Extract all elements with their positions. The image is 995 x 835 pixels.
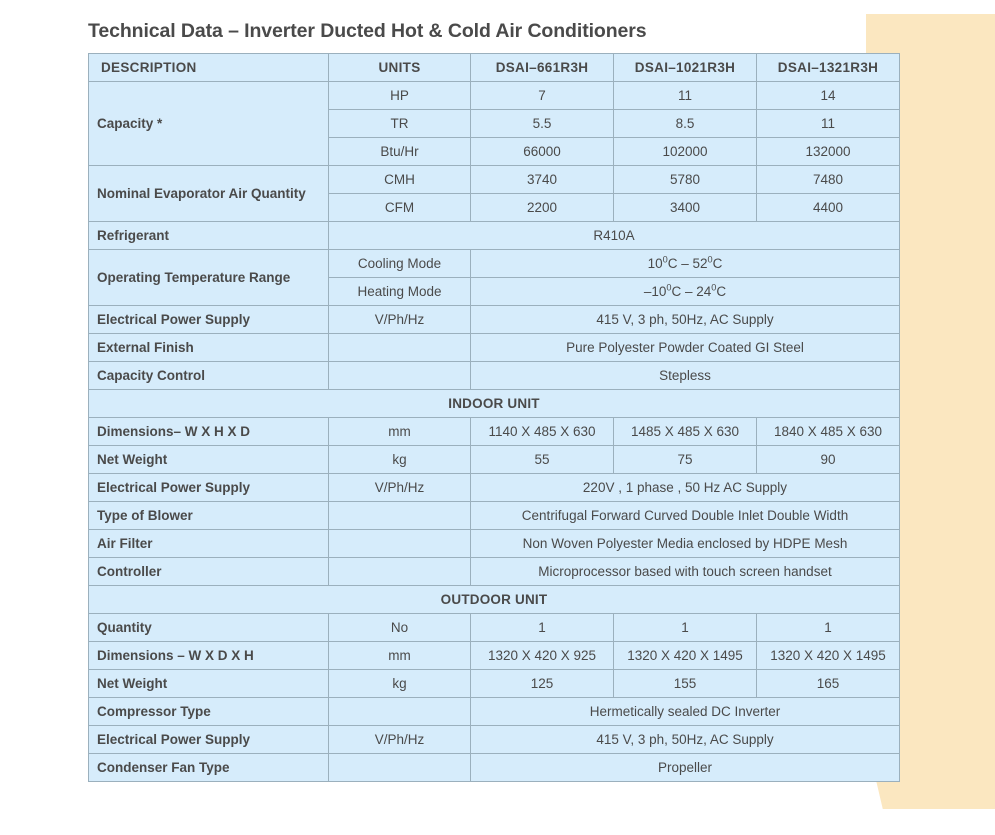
value-cell-model-3: 132000	[757, 138, 900, 166]
row-label-cell: Net Weight	[89, 446, 329, 474]
table-row	[89, 418, 900, 446]
unit-cell: V/Ph/Hz	[329, 726, 471, 754]
value-cell-model-1: 5.5	[471, 110, 614, 138]
value-cell-model-1: 3740	[471, 166, 614, 194]
table-row	[89, 222, 900, 250]
row-label-cell: Nominal Evaporator Air Quantity	[89, 166, 329, 222]
unit-cell: mm	[329, 642, 471, 670]
section-header-cell: OUTDOOR UNIT	[89, 586, 900, 614]
row-label-cell: Capacity *	[89, 82, 329, 166]
table-row	[89, 642, 900, 670]
value-cell-model-1: 125	[471, 670, 614, 698]
value-cell-model-3: 4400	[757, 194, 900, 222]
value-cell-model-1: 55	[471, 446, 614, 474]
table-header-row	[89, 54, 900, 82]
value-cell-model-1: 66000	[471, 138, 614, 166]
merged-value-cell: Centrifugal Forward Curved Double Inlet Double Width	[471, 502, 900, 530]
table-row	[89, 390, 900, 418]
merged-value-cell: 220V , 1 phase , 50 Hz AC Supply	[471, 474, 900, 502]
value-cell-model-1: 1140 X 485 X 630	[471, 418, 614, 446]
unit-cell	[329, 530, 471, 558]
value-cell-model-2: 75	[614, 446, 757, 474]
column-header-model-2: DSAI–1021R3H	[614, 54, 757, 82]
page-title: Technical Data – Inverter Ducted Hot & Cold Air Conditioners	[88, 20, 647, 42]
table-header	[89, 54, 900, 82]
value-cell-model-3: 11	[757, 110, 900, 138]
row-label-cell: Dimensions– W X H X D	[89, 418, 329, 446]
value-cell-model-2: 8.5	[614, 110, 757, 138]
row-label-cell: Air Filter	[89, 530, 329, 558]
column-header-model-1: DSAI–661R3H	[471, 54, 614, 82]
row-label-cell: Refrigerant	[89, 222, 329, 250]
unit-cell: Heating Mode	[329, 278, 471, 306]
technical-data-table	[88, 53, 900, 782]
table-row	[89, 754, 900, 782]
value-cell-model-2: 155	[614, 670, 757, 698]
row-label-cell: Dimensions – W X D X H	[89, 642, 329, 670]
row-label-cell: Type of Blower	[89, 502, 329, 530]
unit-cell: CFM	[329, 194, 471, 222]
unit-cell: Btu/Hr	[329, 138, 471, 166]
value-cell-model-3: 1	[757, 614, 900, 642]
unit-cell: V/Ph/Hz	[329, 306, 471, 334]
row-label-cell: Compressor Type	[89, 698, 329, 726]
unit-cell: mm	[329, 418, 471, 446]
table-row	[89, 530, 900, 558]
row-label-cell: Electrical Power Supply	[89, 306, 329, 334]
value-cell-model-3: 7480	[757, 166, 900, 194]
table-row	[89, 474, 900, 502]
table-row	[89, 446, 900, 474]
row-label-cell: Quantity	[89, 614, 329, 642]
unit-cell: V/Ph/Hz	[329, 474, 471, 502]
column-header-model-3: DSAI–1321R3H	[757, 54, 900, 82]
unit-cell	[329, 698, 471, 726]
table-row	[89, 250, 900, 278]
value-cell-model-2: 1320 X 420 X 1495	[614, 642, 757, 670]
value-cell-model-2: 3400	[614, 194, 757, 222]
row-label-cell: Electrical Power Supply	[89, 474, 329, 502]
table-row	[89, 614, 900, 642]
value-cell-model-1: 2200	[471, 194, 614, 222]
value-cell-model-3: 90	[757, 446, 900, 474]
unit-cell	[329, 362, 471, 390]
row-label-cell: External Finish	[89, 334, 329, 362]
merged-value-cell: $10^0C - 52^0C$	[471, 250, 900, 278]
table-body	[89, 82, 900, 782]
unit-cell	[329, 502, 471, 530]
merged-value-cell: R410A	[329, 222, 900, 250]
unit-cell: CMH	[329, 166, 471, 194]
merged-value-cell: 415 V, 3 ph, 50Hz, AC Supply	[471, 306, 900, 334]
value-cell-model-3: 165	[757, 670, 900, 698]
merged-value-cell: Non Woven Polyester Media enclosed by HDPE Mesh	[471, 530, 900, 558]
row-label-cell: Controller	[89, 558, 329, 586]
technical-data-table-container	[88, 53, 899, 782]
unit-cell: Cooling Mode	[329, 250, 471, 278]
table-row	[89, 670, 900, 698]
value-cell-model-1: 1320 X 420 X 925	[471, 642, 614, 670]
row-label-cell: Capacity Control	[89, 362, 329, 390]
value-cell-model-2: 5780	[614, 166, 757, 194]
merged-value-cell: Pure Polyester Powder Coated GI Steel	[471, 334, 900, 362]
merged-value-cell: $-10^0C - 24^0C$	[471, 278, 900, 306]
merged-value-cell: Stepless	[471, 362, 900, 390]
unit-cell: kg	[329, 670, 471, 698]
unit-cell	[329, 558, 471, 586]
table-row	[89, 334, 900, 362]
merged-value-cell: Propeller	[471, 754, 900, 782]
row-label-cell: Operating Temperature Range	[89, 250, 329, 306]
value-cell-model-1: 7	[471, 82, 614, 110]
table-row	[89, 502, 900, 530]
table-row	[89, 362, 900, 390]
value-cell-model-2: 1	[614, 614, 757, 642]
value-cell-model-3: 14	[757, 82, 900, 110]
unit-cell: TR	[329, 110, 471, 138]
section-header-cell: INDOOR UNIT	[89, 390, 900, 418]
row-label-cell: Electrical Power Supply	[89, 726, 329, 754]
value-cell-model-3: 1320 X 420 X 1495	[757, 642, 900, 670]
value-cell-model-2: 102000	[614, 138, 757, 166]
unit-cell: HP	[329, 82, 471, 110]
row-label-cell: Condenser Fan Type	[89, 754, 329, 782]
merged-value-cell: Microprocessor based with touch screen handset	[471, 558, 900, 586]
row-label-cell: Net Weight	[89, 670, 329, 698]
table-row	[89, 166, 900, 194]
merged-value-cell: 415 V, 3 ph, 50Hz, AC Supply	[471, 726, 900, 754]
unit-cell: No	[329, 614, 471, 642]
table-row	[89, 726, 900, 754]
unit-cell: kg	[329, 446, 471, 474]
unit-cell	[329, 754, 471, 782]
unit-cell	[329, 334, 471, 362]
column-header-description: DESCRIPTION	[89, 54, 329, 82]
value-cell-model-2: 1485 X 485 X 630	[614, 418, 757, 446]
value-cell-model-3: 1840 X 485 X 630	[757, 418, 900, 446]
table-row	[89, 586, 900, 614]
value-cell-model-1: 1	[471, 614, 614, 642]
value-cell-model-2: 11	[614, 82, 757, 110]
table-row	[89, 82, 900, 110]
table-row	[89, 558, 900, 586]
table-row	[89, 698, 900, 726]
merged-value-cell: Hermetically sealed DC Inverter	[471, 698, 900, 726]
table-row	[89, 306, 900, 334]
column-header-units: UNITS	[329, 54, 471, 82]
